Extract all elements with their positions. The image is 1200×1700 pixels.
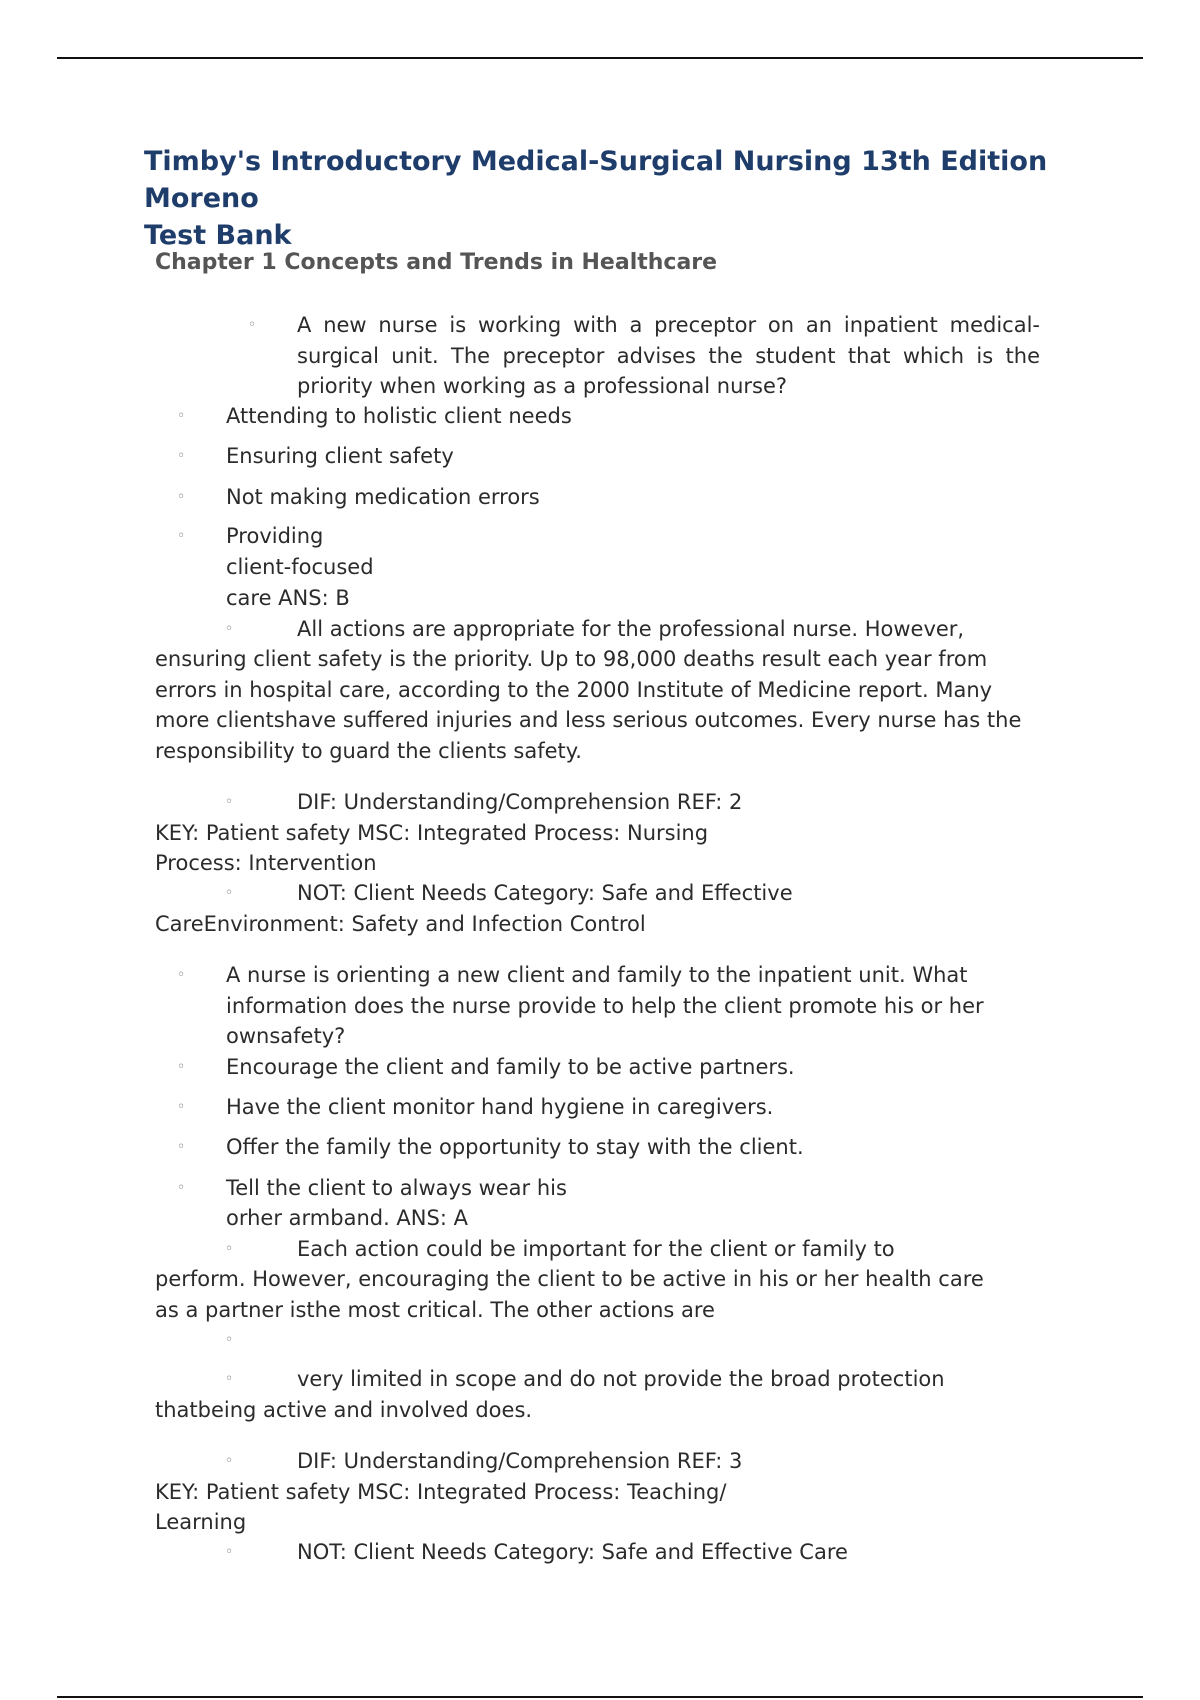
q1-option-b: Ensuring client safety: [226, 444, 454, 468]
q2-rationale-line-1: Each action could be important for the client or family to: [297, 1237, 895, 1261]
bullet-icon: ◦: [225, 794, 234, 810]
q2-difficulty: DIF: Understanding/Comprehension REF: 3: [297, 1449, 743, 1473]
q1-rationale-line-3: errors in hospital care, according to the 2000 Institute of Medicine report. Many: [155, 678, 993, 702]
chapter-heading: Chapter 1 Concepts and Trends in Healthcare: [155, 250, 718, 275]
bottom-rule: [57, 1696, 1143, 1698]
bullet-icon: ◦: [177, 489, 186, 505]
q2-option-d-line-1: Tell the client to always wear his: [226, 1176, 567, 1200]
bullet-icon: ◦: [225, 1332, 234, 1348]
bullet-icon: ◦: [177, 1059, 186, 1075]
q1-rationale-line-2: ensuring client safety is the priority. Up to 98,000 deaths result each year from: [155, 647, 988, 671]
q1-client-needs: NOT: Client Needs Category: Safe and Effective: [297, 881, 793, 905]
bullet-icon: ◦: [225, 1544, 234, 1560]
q1-option-c: Not making medication errors: [226, 485, 540, 509]
bullet-icon: ◦: [248, 317, 257, 333]
title-line-2: Test Bank: [144, 220, 292, 251]
title-line-1: Timby's Introductory Medical-Surgical Nursing 13th Edition Moreno: [144, 146, 1048, 214]
q1-key-line-1: KEY: Patient safety MSC: Integrated Process: Nursing: [155, 821, 709, 845]
bullet-icon: ◦: [177, 448, 186, 464]
q1-key-line-2: Process: Intervention: [155, 851, 377, 875]
bullet-icon: ◦: [177, 967, 186, 983]
q1-option-d-line-1: Providing: [226, 524, 324, 548]
q2-option-c: Offer the family the opportunity to stay with the client.: [226, 1135, 804, 1159]
bullet-icon: ◦: [177, 528, 186, 544]
q1-client-needs-cont: CareEnvironment: Safety and Infection Control: [155, 912, 646, 936]
q2-stem-line-1: A nurse is orienting a new client and family to the inpatient unit. What: [226, 963, 968, 987]
bullet-icon: ◦: [225, 885, 234, 901]
q2-option-b: Have the client monitor hand hygiene in caregivers.: [226, 1095, 774, 1119]
bullet-icon: ◦: [225, 1453, 234, 1469]
q1-rationale-line-1: All actions are appropriate for the professional nurse. However,: [297, 617, 965, 641]
bullet-icon: ◦: [225, 1371, 234, 1387]
q2-rationale2-line-1: very limited in scope and do not provide the broad protection: [297, 1367, 945, 1391]
bullet-icon: ◦: [225, 1241, 234, 1257]
q2-rationale-line-2: perform. However, encouraging the client to be active in his or her health care: [155, 1267, 984, 1291]
q1-stem: A new nurse is working with a preceptor on an inpatient medical-surgical unit. The preceptor advises the student that which is the priority when working as a professional nurse?: [297, 313, 1040, 398]
q1-rationale-line-5: responsibility to guard the clients safety.: [155, 739, 582, 763]
q2-stem-line-2: information does the nurse provide to help the client promote his or her: [226, 994, 984, 1018]
q2-key-line-2: Learning: [155, 1510, 247, 1534]
bullet-icon: ◦: [177, 1099, 186, 1115]
q2-key-line-1: KEY: Patient safety MSC: Integrated Process: Teaching/: [155, 1480, 727, 1504]
q1-option-a: Attending to holistic client needs: [226, 404, 572, 428]
bullet-icon: ◦: [177, 1139, 186, 1155]
q2-rationale2-line-2: thatbeing active and involved does.: [155, 1398, 533, 1422]
q2-option-d-answer: orher armband. ANS: A: [226, 1206, 468, 1230]
bullet-icon: ◦: [177, 1180, 186, 1196]
q1-option-d-line-2: client-focused: [226, 555, 374, 579]
q1-option-d-answer: care ANS: B: [226, 586, 350, 610]
document-title: [144, 143, 1084, 254]
q2-client-needs: NOT: Client Needs Category: Safe and Effective Care: [297, 1540, 848, 1564]
q2-rationale-line-3: as a partner isthe most critical. The other actions are: [155, 1298, 715, 1322]
q1-rationale-line-4: more clientshave suffered injuries and less serious outcomes. Every nurse has the: [155, 708, 1022, 732]
bullet-icon: ◦: [225, 621, 234, 637]
q2-stem-line-3: ownsafety?: [226, 1024, 346, 1048]
q2-option-a: Encourage the client and family to be active partners.: [226, 1055, 795, 1079]
bullet-icon: ◦: [177, 408, 186, 424]
top-rule: [57, 57, 1143, 59]
q1-difficulty: DIF: Understanding/Comprehension REF: 2: [297, 790, 743, 814]
